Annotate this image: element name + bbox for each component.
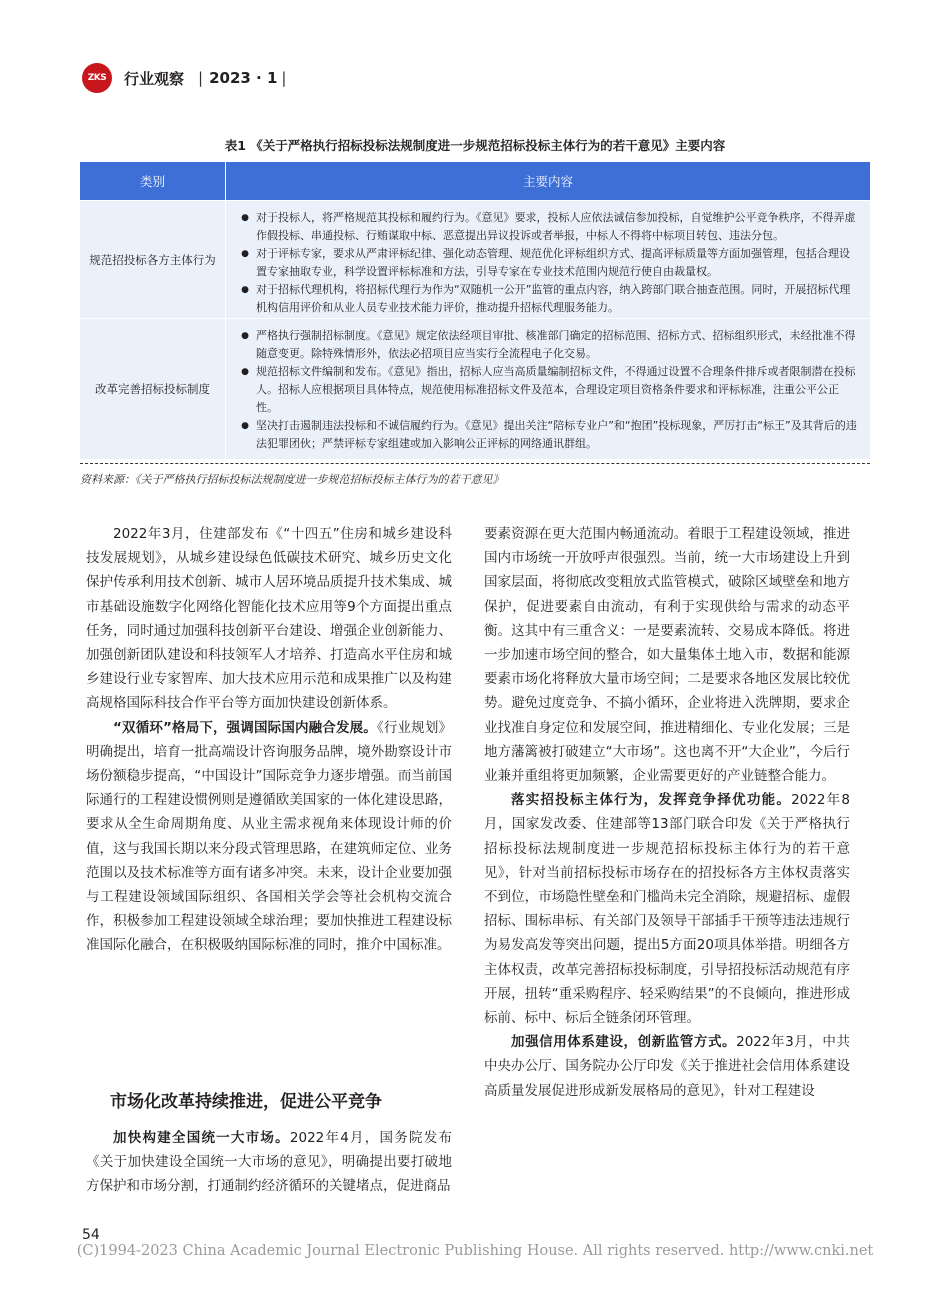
table-caption: 表1 《关于严格执行招标投标法规制度进一步规范招标投标主体行为的若干意见》主要内容: [224, 138, 726, 153]
paragraph-lead: 加强信用体系建设，创新监管方式。: [511, 1034, 737, 1051]
header-content: 主要内容: [522, 174, 573, 189]
header-separator: |: [281, 69, 287, 87]
row-category: 改革完善招标投标制度: [80, 319, 226, 459]
content-table: [80, 162, 870, 459]
row-content: [226, 319, 870, 459]
section-heading: 市场化改革持续推进，促进公平竞争: [110, 1092, 382, 1112]
row-content: [226, 201, 870, 318]
bullet-item: ● 规范招标文件编制和发布。《意见》指出，招标人应当高质量编制招标文件，不得通过设置不合理条件排斥或者限制潜在投标人。招标人应根据项目具体特点，规范使用标准招标文件及范本，合理设定项目资格条件要求和评标标准，注重公平公正性。: [234, 363, 858, 417]
paragraph-lead: 加快构建全国统一大市场。: [113, 1130, 290, 1146]
bullet-icon: ●: [241, 213, 249, 223]
header-category: 类别: [80, 162, 226, 200]
bullet-icon: ●: [241, 331, 249, 341]
paragraph: 落实招投标主体行为，发挥竞争择优功能。2022年8月，国家发改委、住建部等13部门联合印发《关于严格执行招标投标法规制度进一步规范招标投标主体行为的若干意见》，针对当前招标投标市场存在的招投标各方主体权责落实不到位，市场隐性壁垒和门槛尚未完全消除，规避招标、虚假招标、围标串标、有关部门及领导干部插手干预等违法违规行为易发高发等突出问题，提出5方面20项具体举措。明细各方主体权责，改革完善招标投标制度，引导招投标活动规范有序开展，扭转“重采购程序、轻采购结果”的不良倾向，推进形成标前、标中、标后全链条闭环管理。: [484, 792, 851, 1027]
bullet-icon: ●: [241, 249, 249, 259]
bullet-item: ● 对于招标代理机构，将招标代理行为作为“双随机一公开”监管的重点内容，纳入跨部门联合抽查范围。同时，开展招标代理机构信用评价和从业人员专业技术能力评价，推动提升招标代理服务能力。: [234, 281, 858, 317]
bullet-item: ● 对于评标专家，要求从严肃评标纪律、强化动态管理、规范优化评标组织方式、提高评标质量等方面加强管理，包括合理设置专家抽取专业，科学设置评标标准和方法，引导专家在专业技术范围内规范行使自由裁量权。: [234, 245, 858, 281]
table-row: [80, 318, 870, 459]
bullet-item: ● 对于投标人，将严格规范其投标和履约行为。《意见》要求，投标人应依法诚信参加投标，自觉维护公平竞争秩序，不得弄虚作假投标、串通投标、行贿谋取中标、恶意提出异议投诉或者举报，中标人不得将中标项目转包、违法分包。: [234, 209, 858, 245]
left-column: [86, 522, 452, 958]
paragraph-lead: 落实招投标主体行为，发挥竞争择优功能。: [511, 792, 792, 809]
issue-label: 2023 · 1: [209, 69, 278, 87]
bullet-icon: ●: [241, 367, 249, 377]
source-divider: [80, 463, 870, 464]
header-separator: |: [198, 69, 204, 87]
copyright-footer: (C)1994-2023 China Academic Journal Electronic Publishing House. All rights reserved. http://www.cnki.net: [76, 1243, 874, 1259]
journal-logo: ZKS: [82, 63, 112, 93]
table-source: 资料来源：《关于严格执行招标投标法规制度进一步规范招标投标主体行为的若干意见》: [80, 473, 504, 486]
right-column: [484, 522, 850, 1103]
bullet-item: ● 严格执行强制招标制度。《意见》规定依法经项目审批、核准部门确定的招标范围、招标方式、招标组织形式，未经批准不得随意变更。除特殊情形外，依法必招项目应当实行全流程电子化交易。: [234, 327, 858, 363]
table-row: [80, 200, 870, 318]
paragraph: 加快构建全国统一大市场。2022年4月，国务院发布《关于加快建设全国统一大市场的意见》，明确提出要打破地方保护和市场分割，打通制约经济循环的关键堵点，促进商品: [86, 1130, 452, 1195]
paragraph: 2022年3月，住建部发布《“十四五”住房和城乡建设科技发展规划》，从城乡建设绿色低碳技术研究、城乡历史文化保护传承利用技术创新、城市人居环境品质提升技术集成、城市基础设施数字化网络化智能化技术应用等9个方面提出重点任务，同时通过加强科技创新平台建设、增强企业创新能力、加强创新团队建设和科技领军人才培养、打造高水平住房和城乡建设行业专家智库、加大技术应用示范和成果推广以及构建高规格国际科技合作平台等方面加快建设创新体系。: [86, 526, 452, 712]
paragraph-lead: “双循环”格局下，强调国际国内融合发展。: [113, 719, 377, 736]
left-column-lower: [86, 1126, 452, 1199]
paragraph: 加强信用体系建设，创新监管方式。2022年3月，中共中央办公厅、国务院办公厅印发《关于推进社会信用体系建设高质量发展促进形成新发展格局的意见》，针对工程建设: [484, 1034, 850, 1099]
column-title: 行业观察: [124, 69, 185, 88]
paragraph: 要素资源在更大范围内畅通流动。着眼于工程建设领域，推进国内市场统一开放呼声很强烈。当前，统一大市场建设上升到国家层面，将彻底改变粗放式监管模式，破除区域壁垒和地方保护，促进要素自由流动，有利于实现供给与需求的动态平衡。这其中有三重含义：一是要素流转、交易成本降低。将进一步加速市场空间的整合，如大量集体土地入市，数据和能源要素市场化将释放大量市场空间；二是要求各地区发展比较优势。避免过度竞争、不搞小循环，企业将进入洗牌期，要求企业找准自身定位和发展空间，推进精细化、专业化发展；三是地方藩篱被打破建立“大市场”。这也离不开“大企业”，今后行业兼并重组将更加频繁，企业需要更好的产业链整合能力。: [484, 526, 850, 785]
bullet-item: ● 坚决打击遏制违法投标和不诚信履约行为。《意见》提出关注“陪标专业户”和“抱团”投标现象，严厉打击“标王”及其背后的违法犯罪团伙；严禁评标专家组建或加入影响公正评标的网络通讯群组。: [234, 417, 858, 453]
paragraph: “双循环”格局下，强调国际国内融合发展。《行业规划》明确提出，培育一批高端设计咨询服务品牌，境外勘察设计市场份额稳步提高，“中国设计”国际竞争力逐步增强。而当前国际通行的工程建设惯例则是遵循欧美国家的一体化建设思路，要求从全生命周期角度、从业主需求视角来体现设计师的价值，这与我国长期以来分段式管理思路，在建筑师定位、业务范围以及技术标准等方面有诸多冲突。未来，设计企业要加强与工程建设领域国际组织、各国相关学会等社会机构交流合作，积极参加工程建设领域全球治理；要加快推进工程建设标准国际化融合，在积极吸纳国际标准的同时，推介中国标准。: [86, 719, 453, 954]
page-header: [82, 63, 286, 93]
page-number: 54: [82, 1227, 100, 1243]
bullet-icon: ●: [241, 285, 249, 295]
table-header: [80, 162, 870, 200]
bullet-icon: ●: [241, 421, 249, 431]
row-category: 规范招投标各方主体行为: [80, 201, 226, 318]
